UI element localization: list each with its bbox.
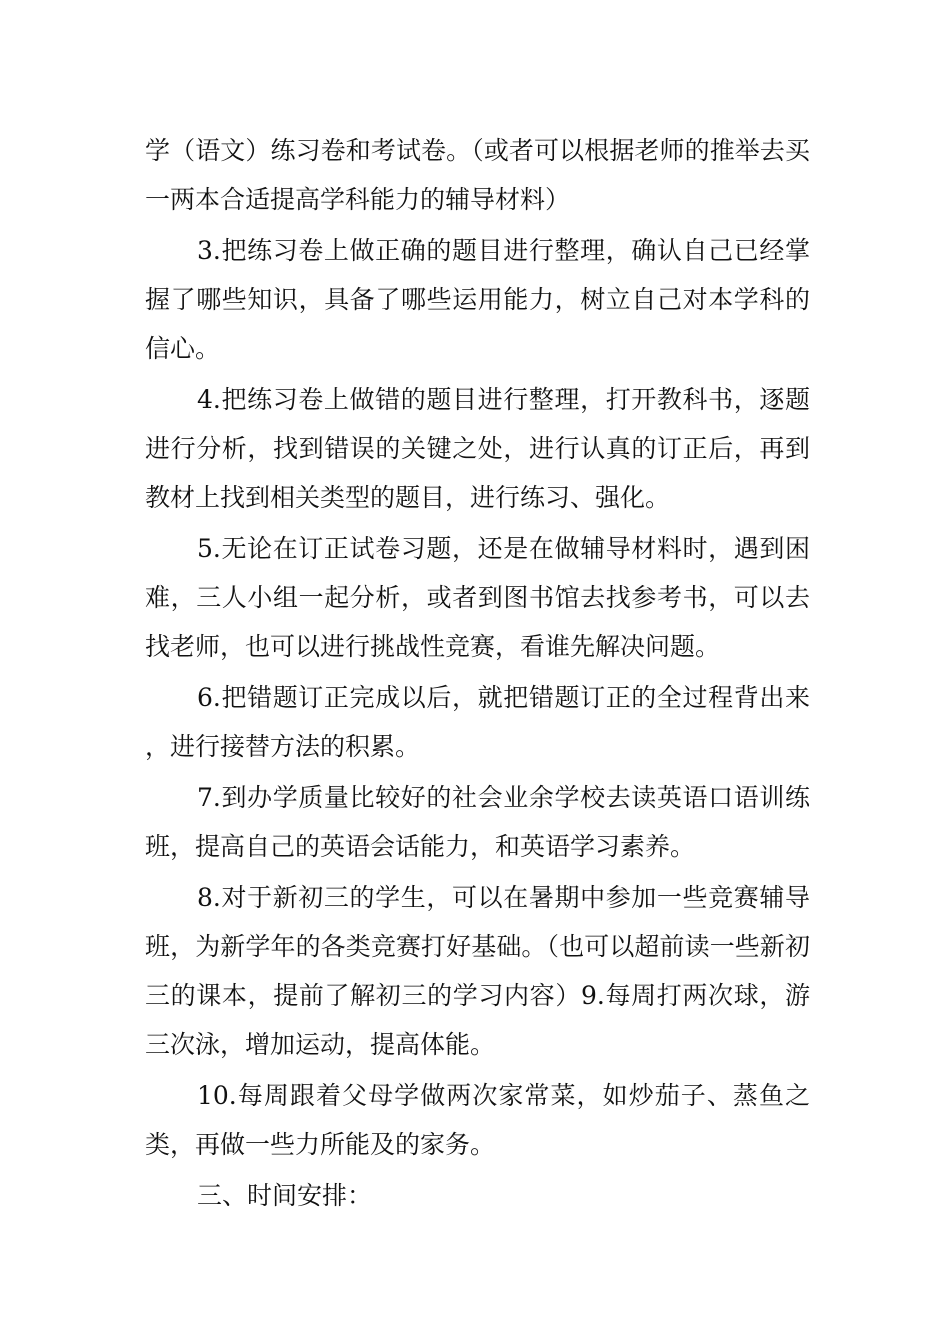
paragraph-item-4: 4.把练习卷上做错的题目进行整理，打开教科书，逐题进行分析，找到错误的关键之处，进行认真的订正后，再到教材上找到相关类型的题目，进行练习、强化。 <box>145 385 810 512</box>
paragraph-item-10: 10.每周跟着父母学做两次家常菜，如炒茄子、蒸鱼之类，再做一些力所能及的家务。 <box>145 1081 810 1159</box>
paragraph-item-3: 3.把练习卷上做正确的题目进行整理，确认自己已经掌握了哪些知识，具备了哪些运用能力，树立自己对本学科的信心。 <box>145 236 810 363</box>
paragraph-continuation: 学（语文）练习卷和考试卷。（或者可以根据老师的推举去买一两本合适提高学科能力的辅导材料） <box>145 136 810 214</box>
document-body <box>145 126 810 1222</box>
paragraph-item-5: 5.无论在订正试卷习题，还是在做辅导材料时，遇到困难，三人小组一起分析，或者到图书馆去找参考书，可以去找老师，也可以进行挑战性竞赛，看谁先解决问题。 <box>145 534 810 661</box>
paragraph-item-7: 7.到办学质量比较好的社会业余学校去读英语口语训练班，提高自己的英语会话能力，和英语学习素养。 <box>145 783 810 861</box>
paragraph-item-6: 6.把错题订正完成以后，就把错题订正的全过程背出来，进行接替方法的积累。 <box>145 683 810 761</box>
section-heading-schedule: 三、时间安排： <box>197 1181 373 1210</box>
paragraph-item-8-9: 8.对于新初三的学生，可以在暑期中参加一些竞赛辅导班，为新学年的各类竞赛打好基础。（也可以超前读一些新初三的课本，提前了解初三的学习内容）9.每周打两次球，游三次泳，增加运动，提高体能。 <box>145 883 810 1059</box>
